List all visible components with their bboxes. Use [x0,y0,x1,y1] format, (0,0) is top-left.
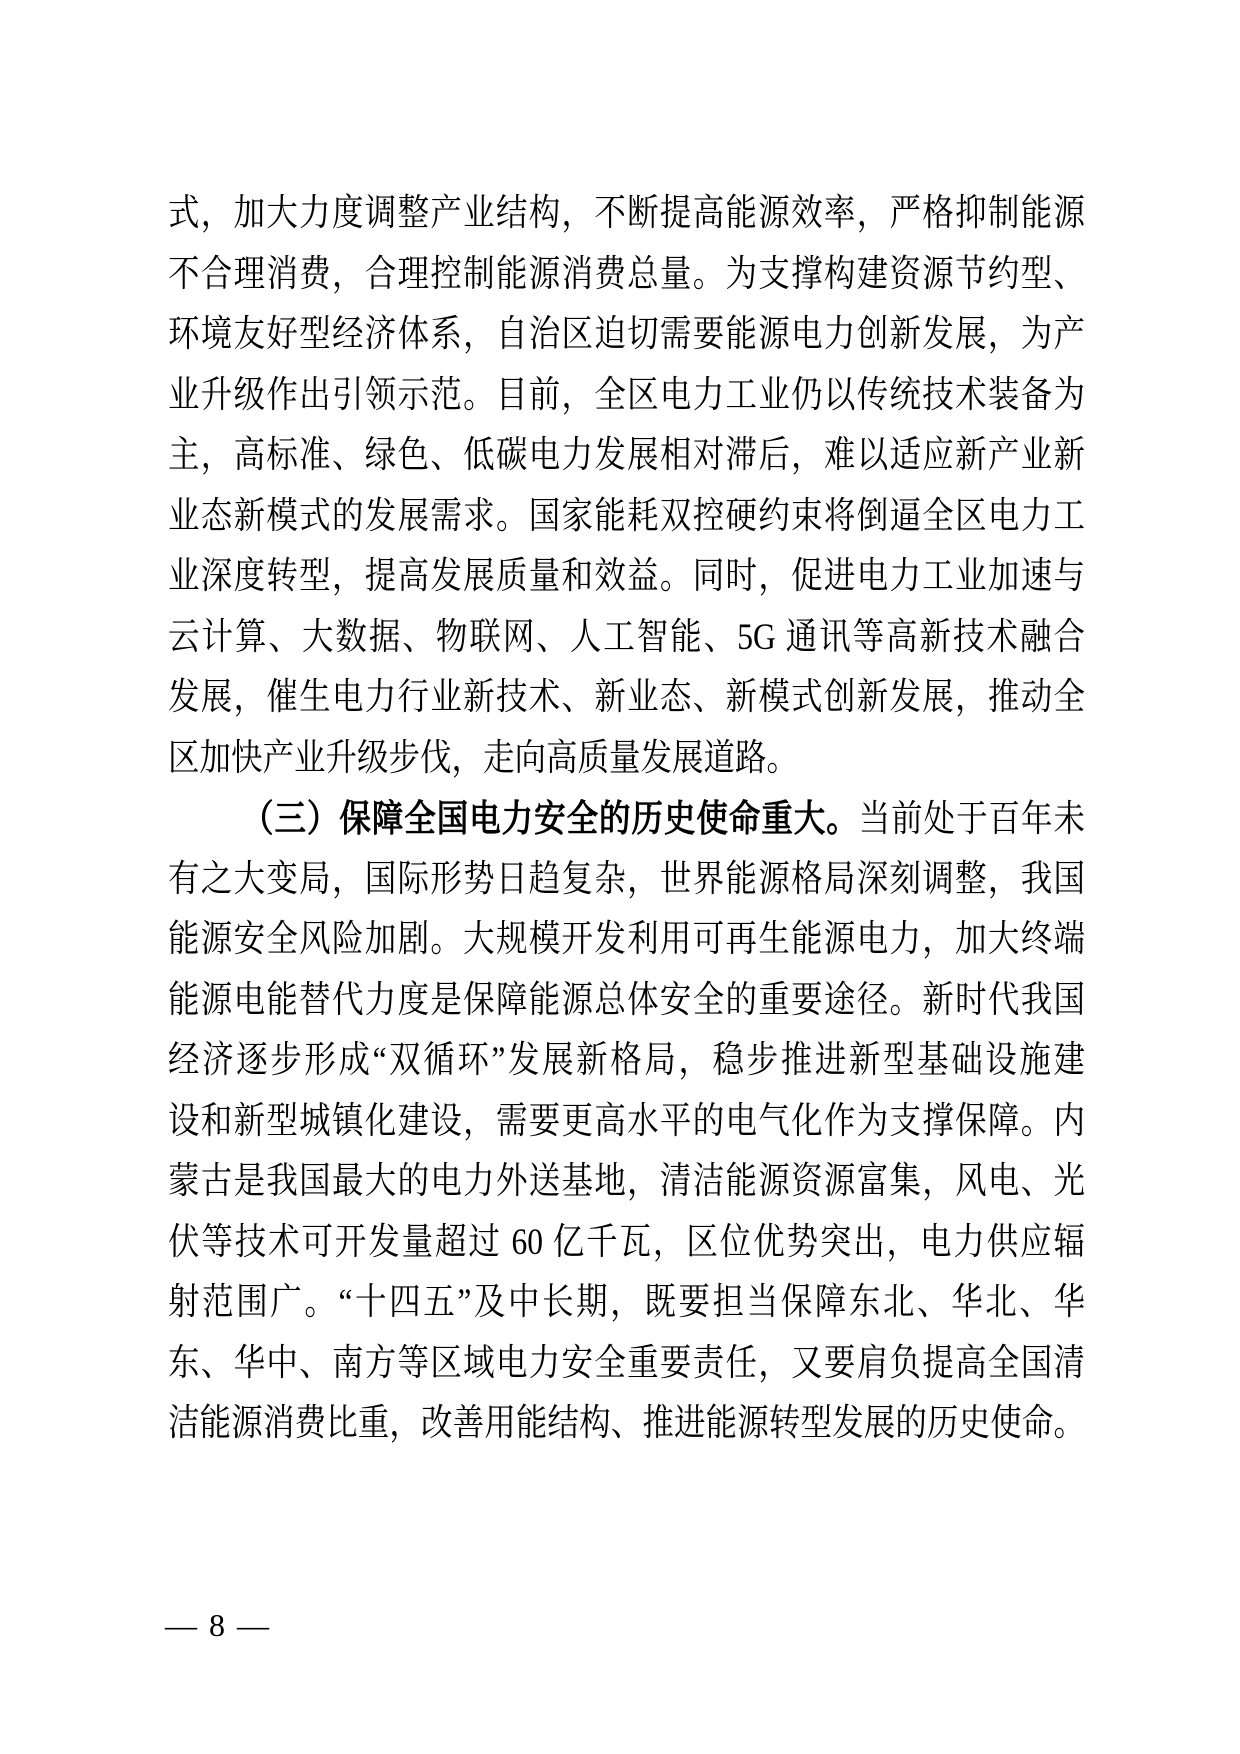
body-line-paragraph-end: 洁能源消费比重，改善用能结构、推进能源转型发展的历史使命。 [168,1401,1085,1444]
body-line: 云计算、大数据、物联网、人工智能、5G 通讯等高新技术融合 [168,615,1085,657]
body-line-paragraph-end: 区加快产业升级步伐，走向高质量发展道路。 [168,736,799,778]
body-line: 有之大变局，国际形势日趋复杂，世界能源格局深刻调整，我国 [168,857,1085,899]
body-line: 射范围广。“十四五”及中长期，既要担当保障东北、华北、华 [168,1280,1085,1323]
body-line: 式，加大力度调整产业结构，不断提高能源效率，严格抑制能源 [168,191,1085,234]
body-line: 业深度转型，提高发展质量和效益。同时，促进电力工业加速与 [168,554,1085,597]
section-heading-rest: 当前处于百年未 [858,797,1085,840]
body-line: 能源电能替代力度是保障能源总体安全的重要途径。新时代我国 [168,978,1085,1020]
page-number: — 8 — [165,1607,271,1643]
body-line: 业态新模式的发展需求。国家能耗双控硬约束将倒逼全区电力工 [168,494,1085,536]
section-heading: （三）保障全国电力安全的历史使命重大。 [242,796,859,840]
body-line: 业升级作出引领示范。目前，全区电力工业仍以传统技术装备为 [168,373,1085,415]
body-line: 经济逐步形成“双循环”发展新格局，稳步推进新型基础设施建 [168,1038,1085,1081]
body-text [168,183,1085,1454]
body-line: 东、华中、南方等区域电力安全重要责任，又要肩负提高全国清 [168,1341,1085,1383]
body-line: 伏等技术可开发量超过 60 亿千瓦，区位优势突出，电力供应辐 [168,1220,1085,1262]
body-line: 主，高标准、绿色、低碳电力发展相对滞后，难以适应新产业新 [168,433,1085,476]
body-line: 能源安全风险加剧。大规模开发利用可再生能源电力，加大终端 [168,917,1085,960]
body-line: 发展，催生电力行业新技术、新业态、新模式创新发展，推动全 [168,675,1085,718]
body-line: 环境友好型经济体系，自治区迫切需要能源电力创新发展，为产 [168,312,1085,355]
body-line: 设和新型城镇化建设，需要更高水平的电气化作为支撑保障。内 [168,1099,1085,1141]
body-line: 蒙古是我国最大的电力外送基地，清洁能源资源富集，风电、光 [168,1159,1085,1202]
body-line: 不合理消费，合理控制能源消费总量。为支撑构建资源节约型、 [168,252,1085,294]
